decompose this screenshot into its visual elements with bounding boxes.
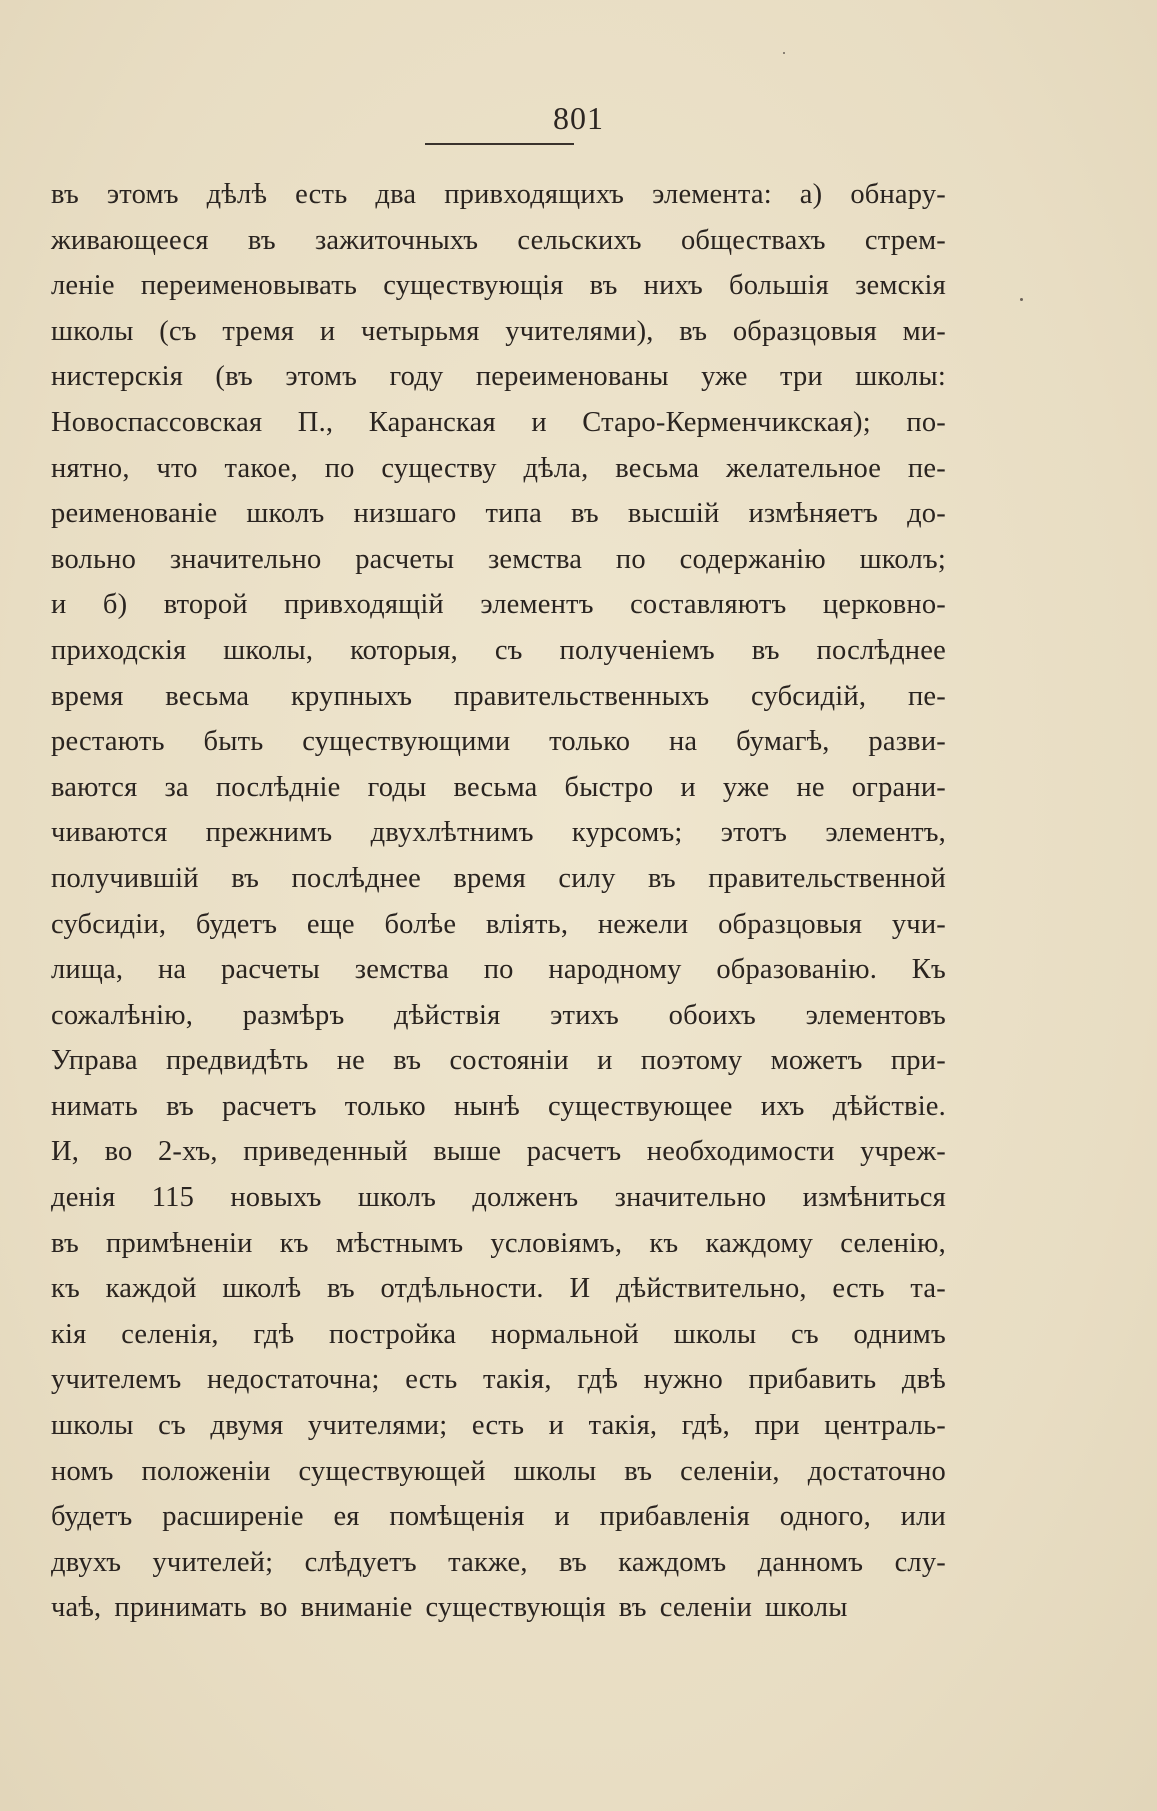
word: составляютъ bbox=[630, 589, 787, 621]
word: и bbox=[554, 1501, 570, 1533]
word: въ bbox=[624, 1455, 653, 1487]
word: образованiю. bbox=[716, 954, 878, 986]
word: существующiя bbox=[383, 270, 564, 302]
word: народному bbox=[548, 954, 682, 986]
word: достаточно bbox=[807, 1455, 946, 1487]
text-line bbox=[51, 1540, 946, 1586]
page-number-rule bbox=[425, 143, 574, 145]
word: не bbox=[796, 771, 825, 803]
text-line bbox=[51, 947, 946, 993]
word: новыхъ bbox=[230, 1182, 322, 1214]
word: однимъ bbox=[853, 1318, 946, 1350]
word: типа bbox=[485, 498, 542, 530]
word: есть bbox=[405, 1364, 458, 1396]
word: въ bbox=[247, 224, 276, 256]
word: отдѣльности. bbox=[380, 1273, 544, 1305]
word: болѣе bbox=[384, 908, 457, 940]
word: данномъ bbox=[757, 1546, 864, 1578]
word: году bbox=[389, 361, 444, 393]
word: нятно, bbox=[51, 452, 130, 484]
text-line bbox=[51, 582, 946, 628]
word: существующiя bbox=[425, 1592, 606, 1624]
word: состоянiи bbox=[449, 1045, 569, 1077]
word: Новоспассовская bbox=[51, 406, 263, 438]
word: въ bbox=[589, 270, 618, 302]
word: дѣйствительно, bbox=[615, 1273, 807, 1305]
word: по bbox=[615, 543, 646, 575]
word: во bbox=[259, 1592, 288, 1624]
word: въ bbox=[166, 1090, 194, 1122]
word: въ bbox=[51, 179, 79, 210]
word: школъ bbox=[246, 498, 325, 530]
word: стрем- bbox=[864, 224, 946, 256]
word: высшiй bbox=[627, 498, 720, 530]
word: ихъ bbox=[760, 1090, 805, 1122]
word: въ bbox=[393, 1045, 422, 1077]
word: есть bbox=[295, 179, 348, 210]
word: Управа bbox=[51, 1045, 138, 1077]
text-line bbox=[51, 628, 946, 674]
word: бумагѣ, bbox=[736, 726, 830, 758]
word: переименовывать bbox=[140, 270, 358, 302]
text-line bbox=[51, 674, 946, 720]
word: церковно- bbox=[822, 589, 946, 621]
word: прежнимъ bbox=[205, 817, 333, 849]
word: до- bbox=[907, 498, 946, 530]
word: есть bbox=[832, 1273, 885, 1305]
text-line bbox=[51, 1312, 946, 1358]
word: привходящихъ bbox=[444, 179, 625, 210]
text-line bbox=[51, 1175, 946, 1221]
word: предвидѣть bbox=[166, 1045, 309, 1077]
text-line bbox=[51, 1221, 946, 1267]
word: и bbox=[597, 1045, 613, 1077]
word: измѣниться bbox=[802, 1182, 946, 1214]
word: вниманiе bbox=[300, 1592, 413, 1624]
text-line bbox=[51, 537, 946, 583]
text-line bbox=[51, 1449, 946, 1495]
word: (въ bbox=[215, 361, 253, 393]
word: ленiе bbox=[51, 270, 115, 302]
word: этомъ bbox=[106, 179, 179, 210]
word: школы bbox=[673, 1318, 757, 1350]
word: не bbox=[336, 1045, 366, 1077]
word: расширенiе bbox=[162, 1501, 304, 1533]
word: обнару- bbox=[850, 179, 946, 210]
word: Каранская bbox=[368, 406, 496, 438]
word: что bbox=[156, 452, 198, 484]
word: школы bbox=[51, 1410, 134, 1442]
word: помѣщенiя bbox=[389, 1501, 525, 1533]
word: во bbox=[104, 1136, 133, 1168]
word: пе- bbox=[907, 680, 946, 712]
word: каждомъ bbox=[618, 1546, 727, 1578]
text-line bbox=[51, 218, 946, 264]
text-line bbox=[51, 1494, 946, 1540]
word: обоихъ bbox=[668, 999, 756, 1031]
word: дѣйствiя bbox=[394, 999, 501, 1031]
word: принимать bbox=[114, 1592, 247, 1624]
word: размѣръ bbox=[242, 999, 345, 1031]
word: по bbox=[483, 954, 514, 986]
word: поэтому bbox=[640, 1045, 743, 1077]
text-line bbox=[51, 719, 946, 765]
word: образцовыя bbox=[732, 315, 877, 347]
paper-speck bbox=[1020, 298, 1023, 301]
word: б) bbox=[102, 589, 128, 621]
text-line bbox=[51, 993, 946, 1039]
word: нихъ bbox=[643, 270, 703, 302]
word: второй bbox=[163, 589, 248, 621]
word: послѣднiе bbox=[215, 771, 341, 803]
word: 115 bbox=[151, 1182, 195, 1214]
word: элементовъ bbox=[805, 999, 946, 1031]
word: влiять, bbox=[485, 908, 569, 940]
word: учителями), bbox=[505, 315, 654, 347]
word: переименованы bbox=[475, 361, 669, 393]
word: разви- bbox=[868, 726, 946, 758]
word: къ bbox=[51, 1273, 80, 1305]
word: только bbox=[549, 726, 631, 758]
word: за bbox=[164, 771, 189, 803]
word: содержанiю bbox=[679, 543, 826, 575]
word: большiя bbox=[729, 270, 829, 302]
word: измѣняетъ bbox=[748, 498, 879, 530]
word: уже bbox=[701, 361, 748, 393]
word: слѣдуетъ bbox=[304, 1546, 417, 1578]
word: лища, bbox=[51, 954, 124, 986]
text-line bbox=[51, 1084, 946, 1130]
word: условiямъ, bbox=[490, 1227, 623, 1259]
word: и bbox=[51, 589, 67, 621]
text-line bbox=[51, 491, 946, 537]
word: прибавить bbox=[748, 1364, 877, 1396]
word: и bbox=[531, 406, 547, 438]
word: такое, bbox=[224, 452, 298, 484]
word: по- bbox=[906, 406, 946, 438]
word: субсидiй, bbox=[751, 680, 867, 712]
word: школы bbox=[765, 1592, 848, 1624]
word: этихъ bbox=[550, 999, 619, 1031]
word: мѣстнымъ bbox=[335, 1227, 464, 1259]
word: дѣла, bbox=[523, 452, 589, 484]
word: существующее bbox=[548, 1090, 733, 1122]
word: быстро bbox=[564, 771, 654, 803]
word: постройка bbox=[328, 1318, 457, 1350]
word: нынѣ bbox=[453, 1090, 520, 1122]
word: въ bbox=[751, 634, 780, 666]
word: слу- bbox=[894, 1546, 946, 1578]
word: (съ bbox=[159, 315, 197, 347]
word: номъ bbox=[51, 1455, 114, 1487]
word: земства bbox=[487, 543, 583, 575]
word: нормальной bbox=[490, 1318, 640, 1350]
word: къ bbox=[279, 1227, 309, 1259]
word: только bbox=[344, 1090, 426, 1122]
word: въ bbox=[51, 1227, 79, 1259]
text-line bbox=[51, 446, 946, 492]
word: въ bbox=[326, 1273, 355, 1305]
word: приведенный bbox=[243, 1136, 408, 1168]
word: въ bbox=[559, 1546, 587, 1578]
word: весьма bbox=[453, 771, 538, 803]
word: можетъ bbox=[770, 1045, 863, 1077]
word: селенiи, bbox=[680, 1455, 780, 1487]
word: въ bbox=[679, 315, 708, 347]
word: низшаго bbox=[353, 498, 457, 530]
text-line bbox=[51, 1585, 946, 1631]
word: вольно bbox=[51, 543, 137, 575]
word: элементъ bbox=[480, 589, 594, 621]
word: а) bbox=[799, 179, 823, 210]
word: нимать bbox=[51, 1090, 138, 1122]
word: послѣднее bbox=[291, 862, 421, 894]
word: сожалѣнiю, bbox=[51, 999, 194, 1031]
word: нужно bbox=[643, 1364, 723, 1396]
word: дѣйствiе. bbox=[832, 1090, 946, 1122]
word: существующей bbox=[298, 1455, 486, 1487]
word: есть bbox=[471, 1410, 525, 1442]
word: школы, bbox=[223, 634, 314, 666]
word: желательное bbox=[726, 452, 882, 484]
word: Старо-Керменчикская); bbox=[582, 406, 871, 438]
word: Къ bbox=[911, 954, 946, 986]
word: уже bbox=[722, 771, 770, 803]
word: съ bbox=[494, 634, 523, 666]
word: П., bbox=[297, 406, 334, 438]
word: въ bbox=[618, 1592, 647, 1624]
word: при- bbox=[890, 1045, 946, 1077]
word: пе- bbox=[907, 452, 946, 484]
word: четырьмя bbox=[361, 315, 480, 347]
word: въ bbox=[231, 862, 260, 894]
word: долженъ bbox=[472, 1182, 579, 1214]
word: школъ; bbox=[859, 543, 946, 575]
word: на bbox=[157, 954, 187, 986]
word: недостаточна; bbox=[206, 1364, 380, 1396]
word: субсидiи, bbox=[51, 908, 167, 940]
word: въ bbox=[647, 862, 676, 894]
word: И, bbox=[51, 1136, 80, 1168]
word: правительственной bbox=[708, 862, 946, 894]
text-line bbox=[51, 400, 946, 446]
word: такiя, bbox=[588, 1410, 658, 1442]
word: на bbox=[668, 726, 698, 758]
word: существующими bbox=[302, 726, 511, 758]
word: съ bbox=[791, 1318, 819, 1350]
word: привходящiй bbox=[284, 589, 444, 621]
body-text bbox=[51, 172, 946, 1631]
word: прибавленiя bbox=[599, 1501, 750, 1533]
word: земства bbox=[354, 954, 449, 986]
word: также, bbox=[448, 1546, 528, 1578]
word: будетъ bbox=[195, 908, 278, 940]
word: дѣлѣ bbox=[206, 179, 268, 210]
text-line bbox=[51, 1403, 946, 1449]
word: приходскiя bbox=[51, 634, 187, 666]
word: сельскихъ bbox=[517, 224, 642, 256]
word: двухлѣтнимъ bbox=[370, 817, 534, 849]
word: И bbox=[569, 1273, 591, 1305]
word: двѣ bbox=[901, 1364, 946, 1396]
word: ми- bbox=[902, 315, 946, 347]
word: учи- bbox=[891, 908, 946, 940]
word: послѣднее bbox=[816, 634, 946, 666]
word: 2-хъ, bbox=[157, 1136, 218, 1168]
word: значительно bbox=[614, 1182, 767, 1214]
word: и bbox=[680, 771, 696, 803]
word: школы bbox=[513, 1455, 597, 1487]
word: чаѣ, bbox=[51, 1592, 102, 1624]
word: школѣ bbox=[222, 1273, 302, 1305]
word: по bbox=[324, 452, 355, 484]
text-line bbox=[51, 1357, 946, 1403]
word: школы bbox=[51, 315, 134, 347]
word: живающееся bbox=[51, 224, 209, 256]
word: еще bbox=[306, 908, 355, 940]
word: такiя, bbox=[483, 1364, 552, 1396]
word: учреж- bbox=[860, 1136, 946, 1168]
word: учителей; bbox=[152, 1546, 274, 1578]
word: силу bbox=[558, 862, 616, 894]
word: денiя bbox=[51, 1182, 116, 1214]
word: каждому bbox=[705, 1227, 814, 1259]
text-line bbox=[51, 172, 946, 218]
word: и bbox=[548, 1410, 565, 1442]
word: годы bbox=[367, 771, 427, 803]
word: расчетъ bbox=[526, 1136, 622, 1168]
word: образцовыя bbox=[718, 908, 863, 940]
word: селенiя, bbox=[121, 1318, 219, 1350]
word: учителемъ bbox=[51, 1364, 182, 1396]
word: учителями; bbox=[307, 1410, 448, 1442]
word: значительно bbox=[169, 543, 322, 575]
word: съ bbox=[158, 1410, 186, 1442]
paper-speck bbox=[783, 52, 785, 54]
word: гдѣ, bbox=[681, 1410, 730, 1442]
word: при bbox=[754, 1410, 800, 1442]
page-number: 801 bbox=[553, 100, 604, 136]
word: земскiя bbox=[855, 270, 946, 302]
word: обществахъ bbox=[680, 224, 826, 256]
word: время bbox=[453, 862, 526, 894]
word: ваются bbox=[51, 771, 138, 803]
word: расчеты bbox=[221, 954, 321, 986]
word: нежели bbox=[597, 908, 689, 940]
word: школы: bbox=[855, 361, 946, 393]
word: къ bbox=[649, 1227, 679, 1259]
word: гдѣ bbox=[253, 1318, 295, 1350]
word: весьма bbox=[615, 452, 700, 484]
word: правительственныхъ bbox=[453, 680, 710, 712]
text-line bbox=[51, 1038, 946, 1084]
word: которыя, bbox=[350, 634, 458, 666]
text-line bbox=[51, 902, 946, 948]
text-line bbox=[51, 1266, 946, 1312]
word: и bbox=[319, 315, 336, 347]
word: или bbox=[900, 1501, 946, 1533]
text-line bbox=[51, 810, 946, 856]
word: три bbox=[779, 361, 823, 393]
text-line bbox=[51, 309, 946, 355]
word: гдѣ bbox=[577, 1364, 619, 1396]
word: выше bbox=[433, 1136, 502, 1168]
word: двумя bbox=[210, 1410, 284, 1442]
word: два bbox=[375, 179, 417, 210]
word: селенiю, bbox=[840, 1227, 946, 1259]
word: селенiи bbox=[659, 1592, 753, 1624]
word: этотъ bbox=[720, 817, 788, 849]
word: нистерскiя bbox=[51, 361, 184, 393]
text-line bbox=[51, 1129, 946, 1175]
word: зажиточныхъ bbox=[314, 224, 479, 256]
word: крупныхъ bbox=[291, 680, 413, 712]
word: та- bbox=[910, 1273, 946, 1305]
word: расчетъ bbox=[222, 1090, 317, 1122]
word: тремя bbox=[222, 315, 295, 347]
word: существу bbox=[381, 452, 497, 484]
word: положенiи bbox=[141, 1455, 271, 1487]
word: элементъ, bbox=[825, 817, 946, 849]
word: ея bbox=[333, 1501, 360, 1533]
word: каждой bbox=[105, 1273, 197, 1305]
word: элемента: bbox=[652, 179, 772, 210]
text-line bbox=[51, 354, 946, 400]
word: необходимости bbox=[646, 1136, 835, 1168]
word: чиваются bbox=[51, 817, 168, 849]
word: курсомъ; bbox=[571, 817, 683, 849]
word: въ bbox=[570, 498, 599, 530]
word: расчеты bbox=[355, 543, 455, 575]
word: двухъ bbox=[51, 1546, 122, 1578]
word: полученiемъ bbox=[559, 634, 715, 666]
word: весьма bbox=[165, 680, 250, 712]
word: централь- bbox=[824, 1410, 946, 1442]
word: ограни- bbox=[851, 771, 946, 803]
word: этомъ bbox=[285, 361, 358, 393]
text-line bbox=[51, 263, 946, 309]
word: школъ bbox=[357, 1182, 437, 1214]
word: реименованiе bbox=[51, 498, 218, 530]
word: рестають bbox=[51, 726, 165, 758]
word: одного, bbox=[779, 1501, 871, 1533]
word: получившiй bbox=[51, 862, 199, 894]
word: будетъ bbox=[51, 1501, 133, 1533]
word: кiя bbox=[51, 1318, 87, 1350]
text-line bbox=[51, 856, 946, 902]
word: примѣненiи bbox=[106, 1227, 253, 1259]
text-line bbox=[51, 765, 946, 811]
word: время bbox=[51, 680, 124, 712]
word: быть bbox=[203, 726, 264, 758]
